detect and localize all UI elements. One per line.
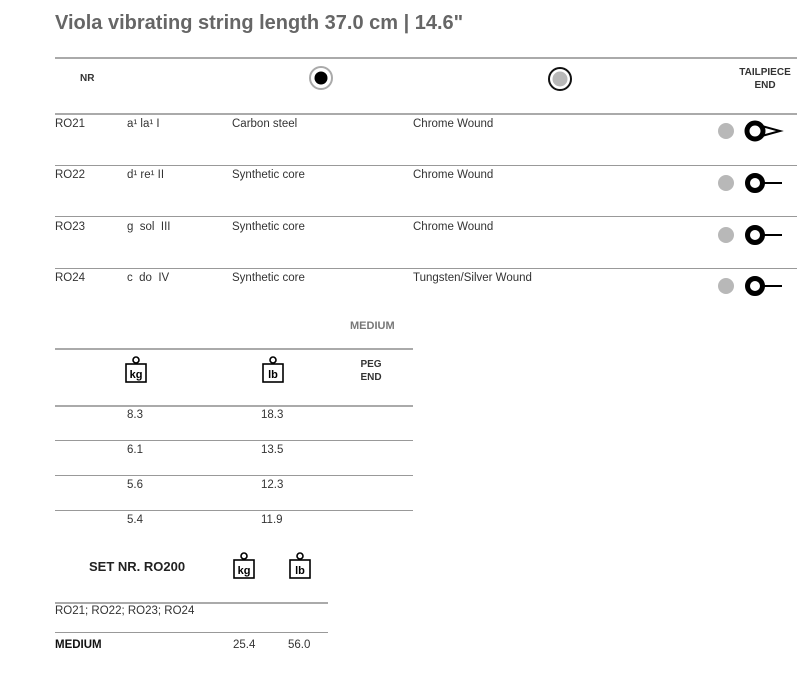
string-note: d¹ re¹ II (127, 169, 165, 181)
row-divider (55, 475, 413, 476)
table-top-rule (55, 57, 797, 59)
tension-lb: 18.3 (261, 409, 284, 421)
kg-weight-icon (232, 552, 256, 580)
set-lb: 56.0 (288, 639, 311, 651)
string-winding: Tungsten/Silver Wound (413, 272, 532, 284)
grey-dot-icon (718, 175, 734, 191)
string-core: Synthetic core (232, 221, 305, 233)
tension-kg: 6.1 (127, 444, 143, 456)
grey-dot-icon (718, 278, 734, 294)
string-nr: RO21 (55, 118, 86, 130)
page-title: Viola vibrating string length 37.0 cm | 14.6" (55, 12, 464, 34)
loop-end-icon (744, 172, 784, 194)
peg-end-header: PEG END (360, 359, 382, 383)
nr-header: NR (80, 73, 95, 84)
row-divider (55, 216, 797, 217)
ball-end-icon (744, 120, 784, 142)
table-header-rule (55, 113, 797, 115)
tension-kg: 5.6 (127, 479, 143, 491)
hollow-winding-icon (547, 66, 573, 92)
tension-header-rule (55, 405, 413, 407)
string-core: Synthetic core (232, 169, 305, 181)
string-nr: RO22 (55, 169, 86, 181)
string-note: g sol III (127, 221, 171, 233)
kg-icon-text: kg (129, 369, 143, 381)
row-divider (55, 268, 797, 269)
string-note: c do IV (127, 272, 170, 284)
lb-weight-icon (261, 356, 285, 384)
tailpiece-end-header: TAILPIECE END (739, 67, 791, 91)
string-winding: Chrome Wound (413, 221, 494, 233)
string-note: a¹ la¹ I (127, 118, 160, 130)
kg-icon-text: kg (237, 565, 251, 577)
set-strings: RO21; RO22; RO23; RO24 (55, 605, 195, 617)
row-divider (55, 440, 413, 441)
row-divider (55, 510, 413, 511)
row-divider (55, 165, 797, 166)
set-divider (55, 632, 328, 633)
lb-icon-text: lb (268, 369, 278, 381)
loop-end-icon (744, 224, 784, 246)
lb-icon-text: lb (295, 565, 305, 577)
tension-lb: 11.9 (261, 514, 283, 526)
string-core: Carbon steel (232, 118, 298, 130)
tension-lb: 13.5 (261, 444, 284, 456)
tension-kg: 5.4 (127, 514, 143, 526)
lb-weight-icon (288, 552, 312, 580)
filled-core-icon (309, 66, 333, 90)
grey-dot-icon (718, 227, 734, 243)
string-nr: RO23 (55, 221, 86, 233)
tension-label: MEDIUM (350, 320, 395, 332)
set-title: SET NR. RO200 (89, 559, 186, 574)
grey-dot-icon (718, 123, 734, 139)
string-winding: Chrome Wound (413, 118, 494, 130)
set-top-rule (55, 602, 328, 604)
kg-weight-icon (124, 356, 148, 384)
tension-top-rule (55, 348, 413, 350)
tension-kg: 8.3 (127, 409, 143, 421)
string-nr: RO24 (55, 272, 86, 284)
loop-end-icon (744, 275, 784, 297)
string-winding: Chrome Wound (413, 169, 494, 181)
set-tension-label: MEDIUM (55, 639, 102, 651)
set-kg: 25.4 (233, 639, 256, 651)
tension-lb: 12.3 (261, 479, 284, 491)
string-core: Synthetic core (232, 272, 305, 284)
